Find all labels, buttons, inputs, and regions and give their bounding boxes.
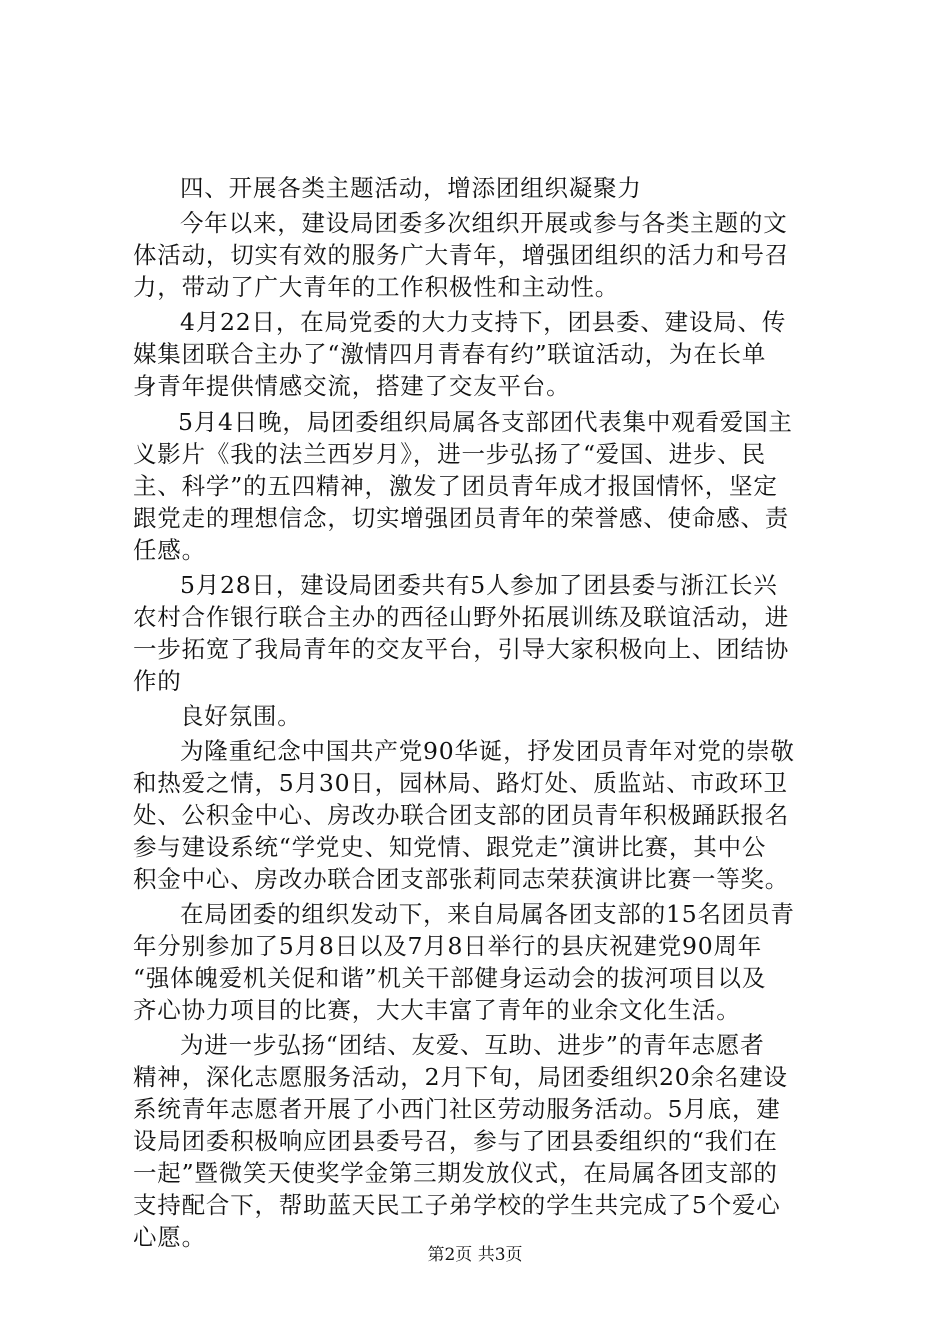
page-number-footer: 第2页 共3页 <box>427 1245 523 1265</box>
text-line: 身青年提供情感交流，搭建了交友平台。 <box>133 372 571 400</box>
text-line: 今年以来，建设局团委多次组织开展或参与各类主题的文 <box>180 209 788 237</box>
text-line: 5月28日，建设局团委共有5人参加了团县委与浙江长兴 <box>180 571 778 599</box>
text-line: 农村合作银行联合主办的西径山野外拓展训练及联谊活动，进 <box>133 603 790 631</box>
text-line: 4月22日，在局党委的大力支持下，团县委、建设局、传 <box>180 308 787 336</box>
text-line: 参与建设系统“学党史、知党情、跟党走”演讲比赛，其中公 <box>133 833 767 861</box>
text-line: 义影片《我的法兰西岁月》，进一步弘扬了“爱国、进步、民 <box>133 440 766 468</box>
text-line: 支持配合下，帮助蓝天民工子弟学校的学生共完成了5个爱心 <box>133 1191 781 1219</box>
text-line: 设局团委积极响应团县委号召，参与了团县委组织的“我们在 <box>133 1127 778 1155</box>
text-line: 在局团委的组织发动下，来自局属各团支部的15名团员青 <box>180 900 795 928</box>
text-line: 跟党走的理想信念，切实增强团员青年的荣誉感、使命感、责 <box>133 504 790 532</box>
text-line: 年分别参加了5月8日以及7月8日举行的县庆祝建党90周年 <box>133 932 763 960</box>
text-line: 和热爱之情，5月30日，园林局、路灯处、质监站、市政环卫 <box>133 769 788 797</box>
text-line: 力，带动了广大青年的工作积极性和主动性。 <box>133 273 619 301</box>
text-line: 体活动，切实有效的服务广大青年，增强团组织的活力和号召 <box>133 241 790 269</box>
text-line: 处、公积金中心、房改办联合团支部的团员青年积极踊跃报名 <box>133 801 790 829</box>
text-line: 齐心协力项目的比赛，大大丰富了青年的业余文化生活。 <box>133 996 741 1024</box>
text-line: 5月4日晚，局团委组织局属各支部团代表集中观看爱国主 <box>178 408 793 436</box>
text-line: 作的 <box>133 667 182 695</box>
text-line: 为隆重纪念中国共产党90华诞，抒发团员青年对党的崇敬 <box>180 737 795 765</box>
text-line: 任感。 <box>133 536 206 564</box>
text-line: 积金中心、房改办联合团支部张莉同志荣获演讲比赛一等奖。 <box>133 865 790 893</box>
text-line: 一步拓宽了我局青年的交友平台，引导大家积极向上、团结协 <box>133 635 790 663</box>
text-line: “强体魄爱机关促和谐”机关干部健身运动会的拔河项目以及 <box>133 964 767 992</box>
text-line: 主、科学”的五四精神，激发了团员青年成才报国情怀，坚定 <box>133 472 778 500</box>
text-line: 心愿。 <box>133 1223 206 1251</box>
text-line: 系统青年志愿者开展了小西门社区劳动服务活动。5月底，建 <box>133 1095 781 1123</box>
text-line: 媒集团联合主办了“激情四月青春有约”联谊活动，为在长单 <box>133 340 767 368</box>
text-line: 良好氛围。 <box>180 702 302 730</box>
text-line: 一起”暨微笑天使奖学金第三期发放仪式，在局属各团支部的 <box>133 1159 778 1187</box>
text-line: 为进一步弘扬“团结、友爱、互助、进步”的青年志愿者 <box>180 1031 765 1059</box>
section-heading: 四、开展各类主题活动，增添团组织凝聚力 <box>180 174 642 202</box>
text-line: 精神，深化志愿服务活动，2月下旬，局团委组织20余名建设 <box>133 1063 788 1091</box>
